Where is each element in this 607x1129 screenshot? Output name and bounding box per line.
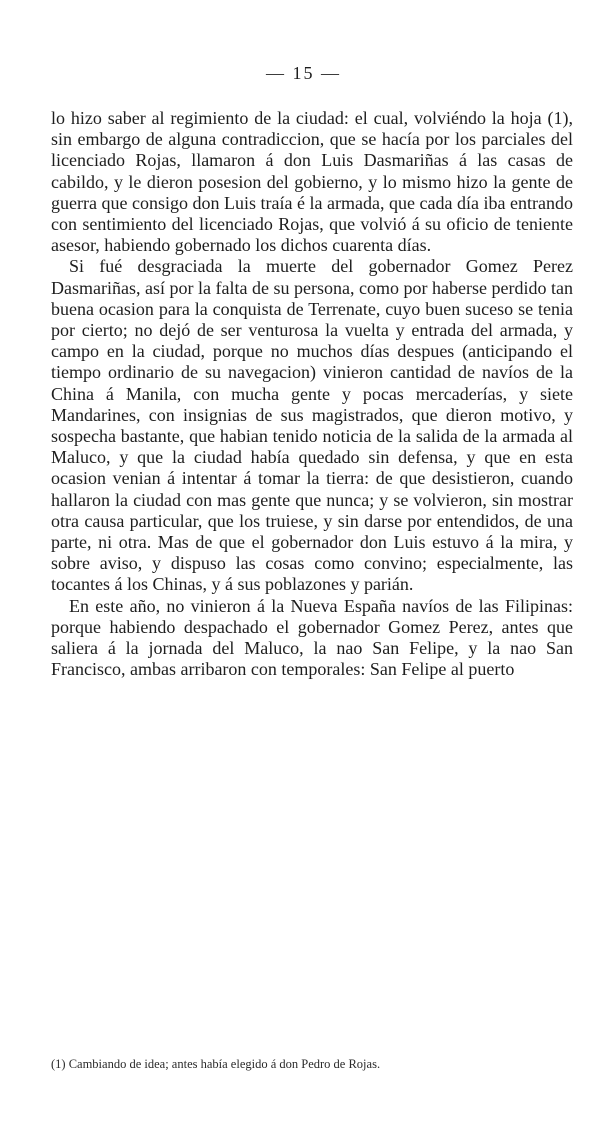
page-number: — 15 — bbox=[266, 63, 341, 83]
paragraph: Si fué desgraciada la muerte del gobernador Gomez Perez Dasmariñas, así por la falta de su persona, como por haberse perdido tan buena ocasion para la conquista de Terrenate, cuyo buen suceso se tenia por cierto; no dejó de ser venturosa la vuelta y entrada del armada, y campo en la ciudad, porque no muchos días despues (anticipando el tiempo ordinario de su navegacion) vinieron cantidad de navíos de la China á Manila, con mucha gente y pocas mercaderías, y siete Mandarines, con insignias de sus magistrados, que dieron motivo, y sospecha bastante, que habian tenido noticia de la salida de la armada al Maluco, y que la ciudad había quedado sin defensa, y que en esta ocasion venian á intentar á tomar la tierra: de que desistieron, cuando hallaron la ciudad con mas gente que nunca; y se volvieron, sin mostrar otra causa particular, que los truiese, y sin darse por entendidos, de una parte, ni otra. Mas de que el gobernador don Luis estuvo á la mira, y sobre aviso, y dispuso las cosas como convino; especialmente, las tocantes á los Chinas, y á sus poblazones y parián. bbox=[51, 256, 573, 595]
paragraph: En este año, no vinieron á la Nueva España navíos de las Filipinas: porque habiendo despachado el gobernador Gomez Perez, antes que saliera á la jornada del Maluco, la nao San Felipe, y la nao San Francisco, ambas arribaron con temporales: San Felipe al puerto bbox=[51, 595, 573, 680]
footnote: (1) Cambiando de idea; antes había elegido á don Pedro de Rojas. bbox=[51, 1057, 381, 1071]
body-text bbox=[51, 108, 573, 680]
paragraph: lo hizo saber al regimiento de la ciudad: el cual, volviéndo la hoja (1), sin embargo de alguna contradiccion, que se hacía por los parciales del licenciado Rojas, llamaron á don Luis Dasmariñas á las casas de cabildo, y le dieron posesion del gobierno, y lo mismo hizo la gente de guerra que consigo don Luis traía é la armada, que cada día iba entrando con sentimiento del licenciado Rojas, que volvió á su oficio de teniente asesor, habiendo gobernado los dichos cuarenta días. bbox=[51, 108, 573, 256]
